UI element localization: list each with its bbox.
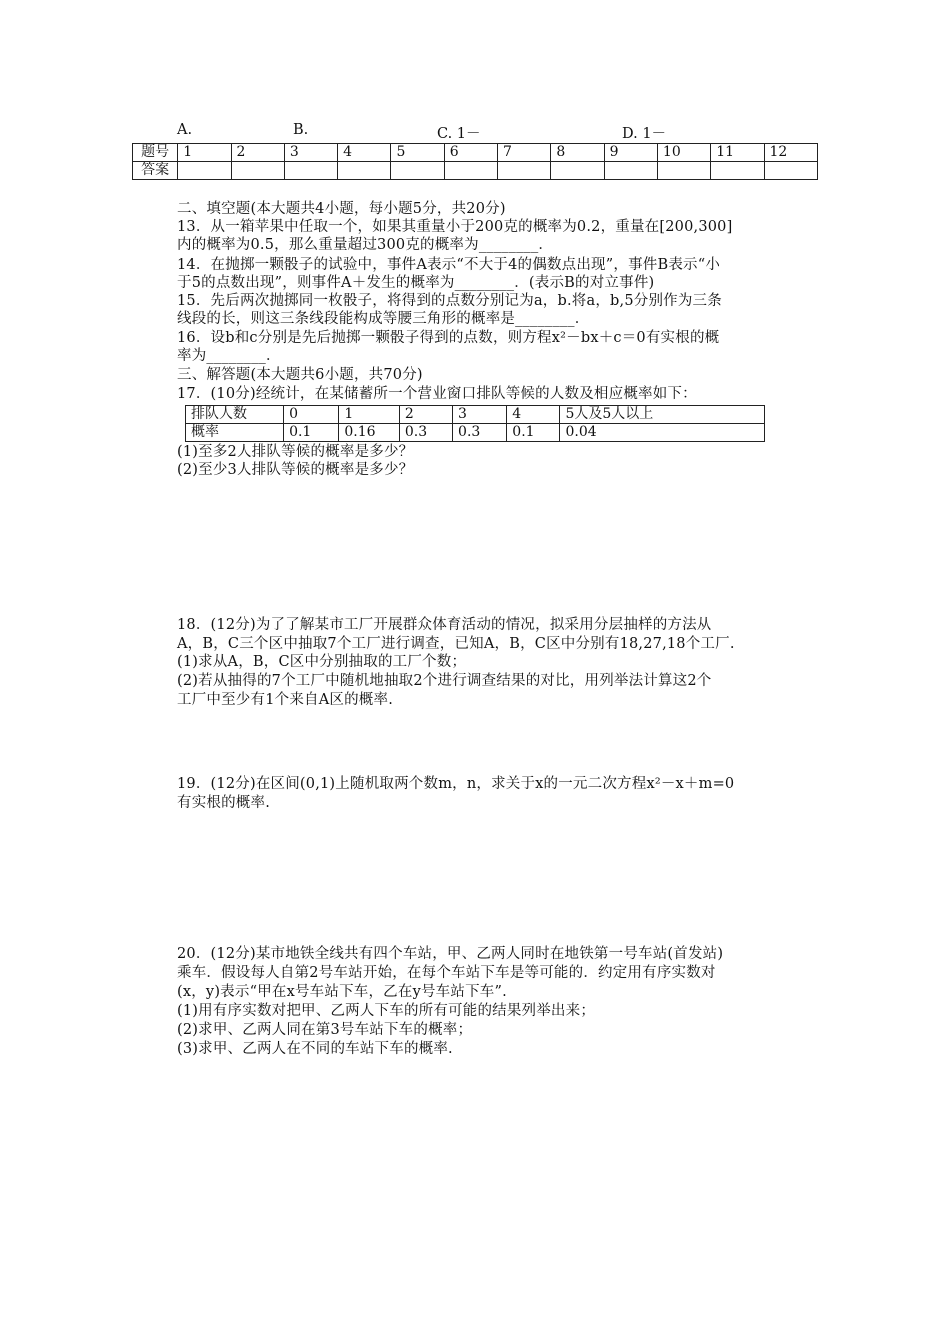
q14-line1: 14．在抛掷一颗骰子的试验中，事件A表示“不大于4的偶数点出现”，事件B表示“小	[177, 257, 721, 273]
answer-table	[132, 143, 818, 180]
q20-line3: (x，y)表示“甲在x号车站下车，乙在y号车站下车”.	[177, 984, 507, 1000]
q16-line1: 16．设b和c分别是先后抛掷一颗骰子得到的点数，则方程x²－bx＋c＝0有实根的概	[177, 330, 720, 346]
table-cell: 0.1	[284, 424, 339, 442]
answer-cell[interactable]	[338, 162, 391, 180]
q13-line1: 13．从一箱苹果中任取一个，如果其重量小于200克的概率为0.2，重量在[200,300]	[177, 219, 733, 235]
row-header-answer: 答案	[133, 162, 178, 180]
q17-part2: (2)至少3人排队等候的概率是多少？	[177, 462, 414, 478]
q13-line2: 内的概率为0.5，那么重量超过300克的概率为________．	[177, 237, 554, 253]
table-cell: 0.16	[339, 424, 400, 442]
table-cell: 概率	[186, 424, 284, 442]
question-number-cell: 1	[178, 144, 231, 162]
answer-cell[interactable]	[391, 162, 444, 180]
question-number-cell: 10	[657, 144, 710, 162]
q15-line2: 线段的长，则这三条线段能构成等腰三角形的概率是________．	[177, 311, 590, 327]
question-number-cell: 4	[338, 144, 391, 162]
question-number-cell: 9	[604, 144, 657, 162]
table-cell: 4	[507, 406, 560, 424]
table-row	[133, 144, 818, 162]
table-row	[186, 424, 765, 442]
q17-part1: (1)至多2人排队等候的概率是多少？	[177, 444, 414, 460]
question-number-cell: 12	[764, 144, 817, 162]
q18-part2a: (2)若从抽得的7个工厂中随机地抽取2个进行调查结果的对比，用列举法计算这2个	[177, 673, 712, 689]
section-2-title: 二、填空题(本大题共4小题，每小题5分，共20分)	[177, 201, 506, 217]
answer-cell[interactable]	[551, 162, 604, 180]
answer-cell[interactable]	[604, 162, 657, 180]
table-cell: 0.3	[399, 424, 452, 442]
answer-cell[interactable]	[284, 162, 337, 180]
q19-line1: 19．(12分)在区间(0,1)上随机取两个数m，n，求关于x的一元二次方程x²－x＋m=0	[177, 776, 735, 792]
choice-row	[177, 122, 737, 140]
answer-cell[interactable]	[657, 162, 710, 180]
choice-a: A.	[177, 122, 193, 138]
table-cell: 1	[339, 406, 400, 424]
question-number-cell: 6	[444, 144, 497, 162]
table-cell: 排队人数	[186, 406, 284, 424]
question-number-cell: 7	[498, 144, 551, 162]
question-number-cell: 3	[284, 144, 337, 162]
answer-cell[interactable]	[764, 162, 817, 180]
table-row	[133, 162, 818, 180]
q15-line1: 15．先后两次抛掷同一枚骰子，将得到的点数分别记为a，b.将a，b,5分别作为三条	[177, 293, 722, 309]
question-number-cell: 5	[391, 144, 444, 162]
table-cell: 5人及5人以上	[560, 406, 765, 424]
q18-line1: 18．(12分)为了了解某市工厂开展群众体育活动的情况，拟采用分层抽样的方法从	[177, 617, 712, 633]
table-cell: 2	[399, 406, 452, 424]
q19-line2: 有实根的概率.	[177, 795, 271, 811]
q20-part1: (1)用有序实数对把甲、乙两人下车的所有可能的结果列举出来；	[177, 1003, 596, 1019]
choice-b: B.	[293, 122, 309, 138]
answer-cell[interactable]	[498, 162, 551, 180]
question-number-cell: 2	[231, 144, 284, 162]
question-number-cell: 8	[551, 144, 604, 162]
q20-part3: (3)求甲、乙两人在不同的车站下车的概率.	[177, 1041, 453, 1057]
answer-cell[interactable]	[444, 162, 497, 180]
table-cell: 0	[284, 406, 339, 424]
q14-line2: 于5的点数出现”，则事件A＋发生的概率为________．(表示B的对立事件)	[177, 275, 655, 291]
question-number-cell: 11	[711, 144, 764, 162]
q17-intro: 17．(10分)经统计，在某储蓄所一个营业窗口排队等候的人数及相应概率如下：	[177, 386, 697, 402]
answer-cell[interactable]	[178, 162, 231, 180]
table-cell: 3	[453, 406, 507, 424]
table-cell: 0.04	[560, 424, 765, 442]
q18-part1: (1)求从A，B，C区中分别抽取的工厂个数；	[177, 654, 467, 670]
q18-line2: A，B，C三个区中抽取7个工厂进行调查，已知A，B，C区中分别有18,27,18个工厂.	[177, 636, 735, 652]
answer-cell[interactable]	[231, 162, 284, 180]
q20-line2: 乘车．假设每人自第2号车站开始，在每个车站下车是等可能的．约定用有序实数对	[177, 965, 716, 981]
table-cell: 0.1	[507, 424, 560, 442]
queue-probability-table	[185, 405, 765, 442]
table-cell: 0.3	[453, 424, 507, 442]
q20-part2: (2)求甲、乙两人同在第3号车站下车的概率；	[177, 1022, 473, 1038]
row-header-question-number: 题号	[133, 144, 178, 162]
q18-part2b: 工厂中至少有1个来自A区的概率.	[177, 692, 394, 708]
q16-line2: 率为________．	[177, 348, 281, 364]
choice-c: C. 1－	[437, 126, 481, 142]
answer-cell[interactable]	[711, 162, 764, 180]
section-3-title: 三、解答题(本大题共6小题，共70分)	[177, 367, 423, 383]
q20-line1: 20．(12分)某市地铁全线共有四个车站，甲、乙两人同时在地铁第一号车站(首发站)	[177, 946, 724, 962]
choice-d: D. 1－	[622, 126, 667, 142]
table-row	[186, 406, 765, 424]
